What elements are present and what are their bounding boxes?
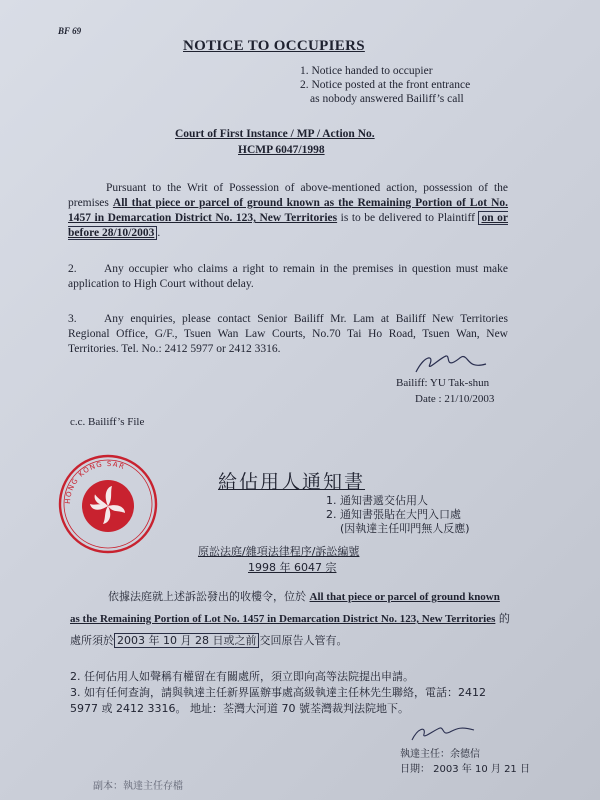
bailiff-name-en: Bailiff: YU Tak-shun <box>396 377 490 389</box>
signature-en <box>410 352 490 376</box>
para1-zh-end: 交回原告人管有。 <box>259 634 348 647</box>
para3-number: 3. <box>68 313 77 325</box>
option-posted-reason-zh: (因執達主任叩門無人反應) <box>340 522 470 535</box>
option-posted-zh: 2. 通知書張貼在大門入口處 <box>326 508 461 521</box>
para1-lead: Pursuant to the Writ of Possession of above-mentioned action, possession of the premises <box>68 182 508 209</box>
issue-date-zh: 日期： 2003 年 10 月 21 日 <box>400 764 530 775</box>
option-handed-zh: 1. 通知書遞交佔用人 <box>326 494 428 507</box>
court-line-zh: 原訟法庭/雜項法律程序/訴訟編號 <box>198 545 360 558</box>
para3-text: Any enquiries, please contact Senior Bailiff Mr. Lam at Bailiff New Territories Regional Office, G/F., Tsuen Wan Law Courts, No.70 Tai Ho Road, Tsuen Wan, New Territories. Tel. No.: 2412 5977 or 2412 3316. <box>68 313 508 355</box>
paragraph-1-en <box>68 181 508 241</box>
option-posted-reason-en: as nobody answered Bailiff’s call <box>310 93 464 105</box>
notice-title-zh: 給佔用人通知書 <box>218 471 366 493</box>
premises-description-en: All that piece or parcel of ground known as the Remaining Portion of Lot No. 1457 in Demarcation District No. 123, New Territories <box>68 197 509 224</box>
para1-zh-mid: 的處所須於 <box>70 612 510 647</box>
para1-zh-lead: 依據法庭就上述訴訟發出的收樓令，位於 <box>108 590 306 603</box>
signature-zh <box>408 722 478 744</box>
form-code: BF 69 <box>58 26 82 36</box>
para2-text: Any occupier who claims a right to remain in the premises in question must make application to High Court without delay. <box>68 263 508 290</box>
hksar-seal-stamp <box>57 453 159 555</box>
issue-date-en: Date : 21/10/2003 <box>415 393 495 405</box>
bailiff-name-zh: 執達主任：余德信 <box>400 749 480 760</box>
delivery-options-zh <box>326 494 470 536</box>
cc-line-en: c.c. Bailiff’s File <box>70 416 145 428</box>
deadline-en: on or before 28/10/2003 <box>68 212 509 239</box>
notice-title-en: NOTICE TO OCCUPIERS <box>183 38 365 54</box>
option-handed-en: 1. Notice handed to occupier <box>300 65 433 77</box>
deadline-zh: 2003 年 10 月 28 日或之前 <box>114 633 259 648</box>
case-number-en: HCMP 6047/1998 <box>238 144 325 156</box>
paragraph-2-en <box>68 262 508 292</box>
premises-description-zh: All that piece or parcel of ground known as the Remaining Portion of Lot No. 1457 in Demarcation District No. 123, New Territories <box>70 591 500 625</box>
paragraph-3-zh: 3. 如有任何查詢，請與執達主任新界區辦事處高級執達主任林先生聯絡，電話：2412 5977 或 2412 3316。 地址：荃灣大河道 70 號荃灣裁判法院地下。 <box>70 686 486 715</box>
delivery-options-en <box>300 64 470 106</box>
court-line-en: Court of First Instance / MP / Action No. <box>175 128 375 140</box>
seal-text: HONG KONG SAR <box>63 459 127 505</box>
case-number-zh: 1998 年 6047 宗 <box>248 561 337 574</box>
paragraph-3-en <box>68 312 508 357</box>
para1-end: . <box>157 227 161 239</box>
cc-line-zh: 副本：執達主任存檔 <box>93 781 183 792</box>
option-posted-en: 2. Notice posted at the front entrance <box>300 79 471 91</box>
paragraph-1-zh <box>70 586 510 652</box>
para2-number: 2. <box>68 263 77 275</box>
paragraph-2-zh: 2. 任何佔用人如聲稱有權留在有關處所，須立即向高等法院提出申請。 <box>70 670 414 683</box>
para1-mid: is to be delivered to Plaintiff <box>340 212 475 224</box>
